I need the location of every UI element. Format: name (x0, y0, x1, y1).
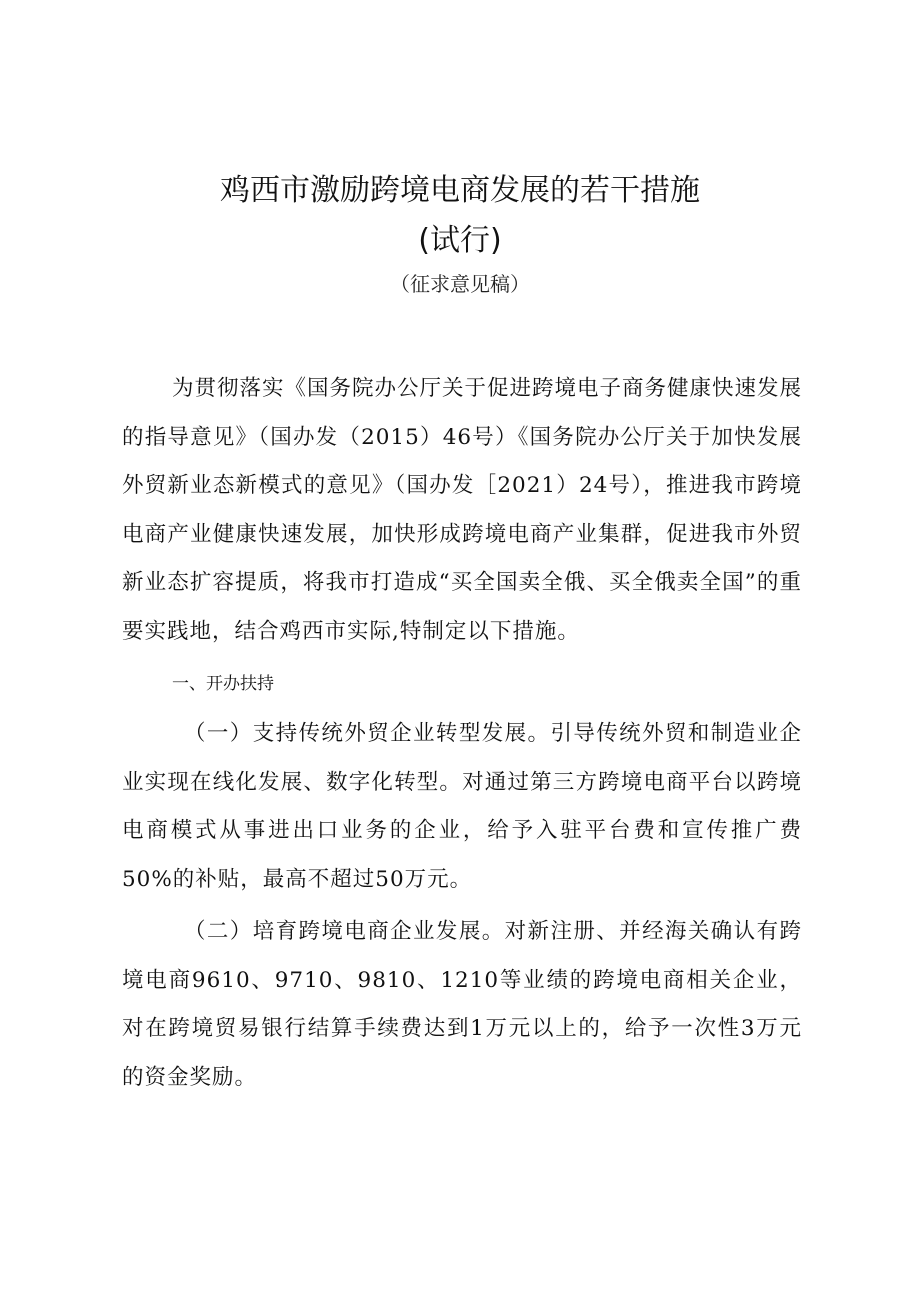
document-title-trial: (试行) (418, 223, 502, 258)
intro-paragraph: 为贯彻落实《国务院办公厅关于促进跨境电子商务健康快速发展的指导意见》（国办发（2015）46号）《国务院办公厅关于加快发展外贸新业态新模式的意见》（国办发［2021）24号），推进我市跨境电商产业健康快速发展，加快形成跨境电商产业集群，促进我市外贸新业态扩容提质，将我市打造成“买全国卖全俄、买全俄卖全国”的重要实践地，结合鸡西市实际,特制定以下措施。 (122, 376, 803, 644)
section-heading: 一、开办扶持 (172, 674, 274, 694)
document-title: 鸡西市激励跨境电商发展的若干措施 (220, 173, 700, 208)
document-subtitle: （征求意见稿） (390, 272, 530, 296)
item-paragraph-1: （一）支持传统外贸企业转型发展。引导传统外贸和制造业企业实现在线化发展、数字化转型。对通过第三方跨境电商平台以跨境电商模式从事进出口业务的企业，给予入驻平台费和宣传推广费50%的补贴，最高不超过50万元。 (122, 721, 802, 892)
item-paragraph-2: （二）培育跨境电商企业发展。对新注册、并经海关确认有跨境电商9610、9710、9810、1210等业绩的跨境电商相关企业，对在跨境贸易银行结算手续费达到1万元以上的，给予一次性3万元的资金奖励。 (122, 919, 802, 1090)
